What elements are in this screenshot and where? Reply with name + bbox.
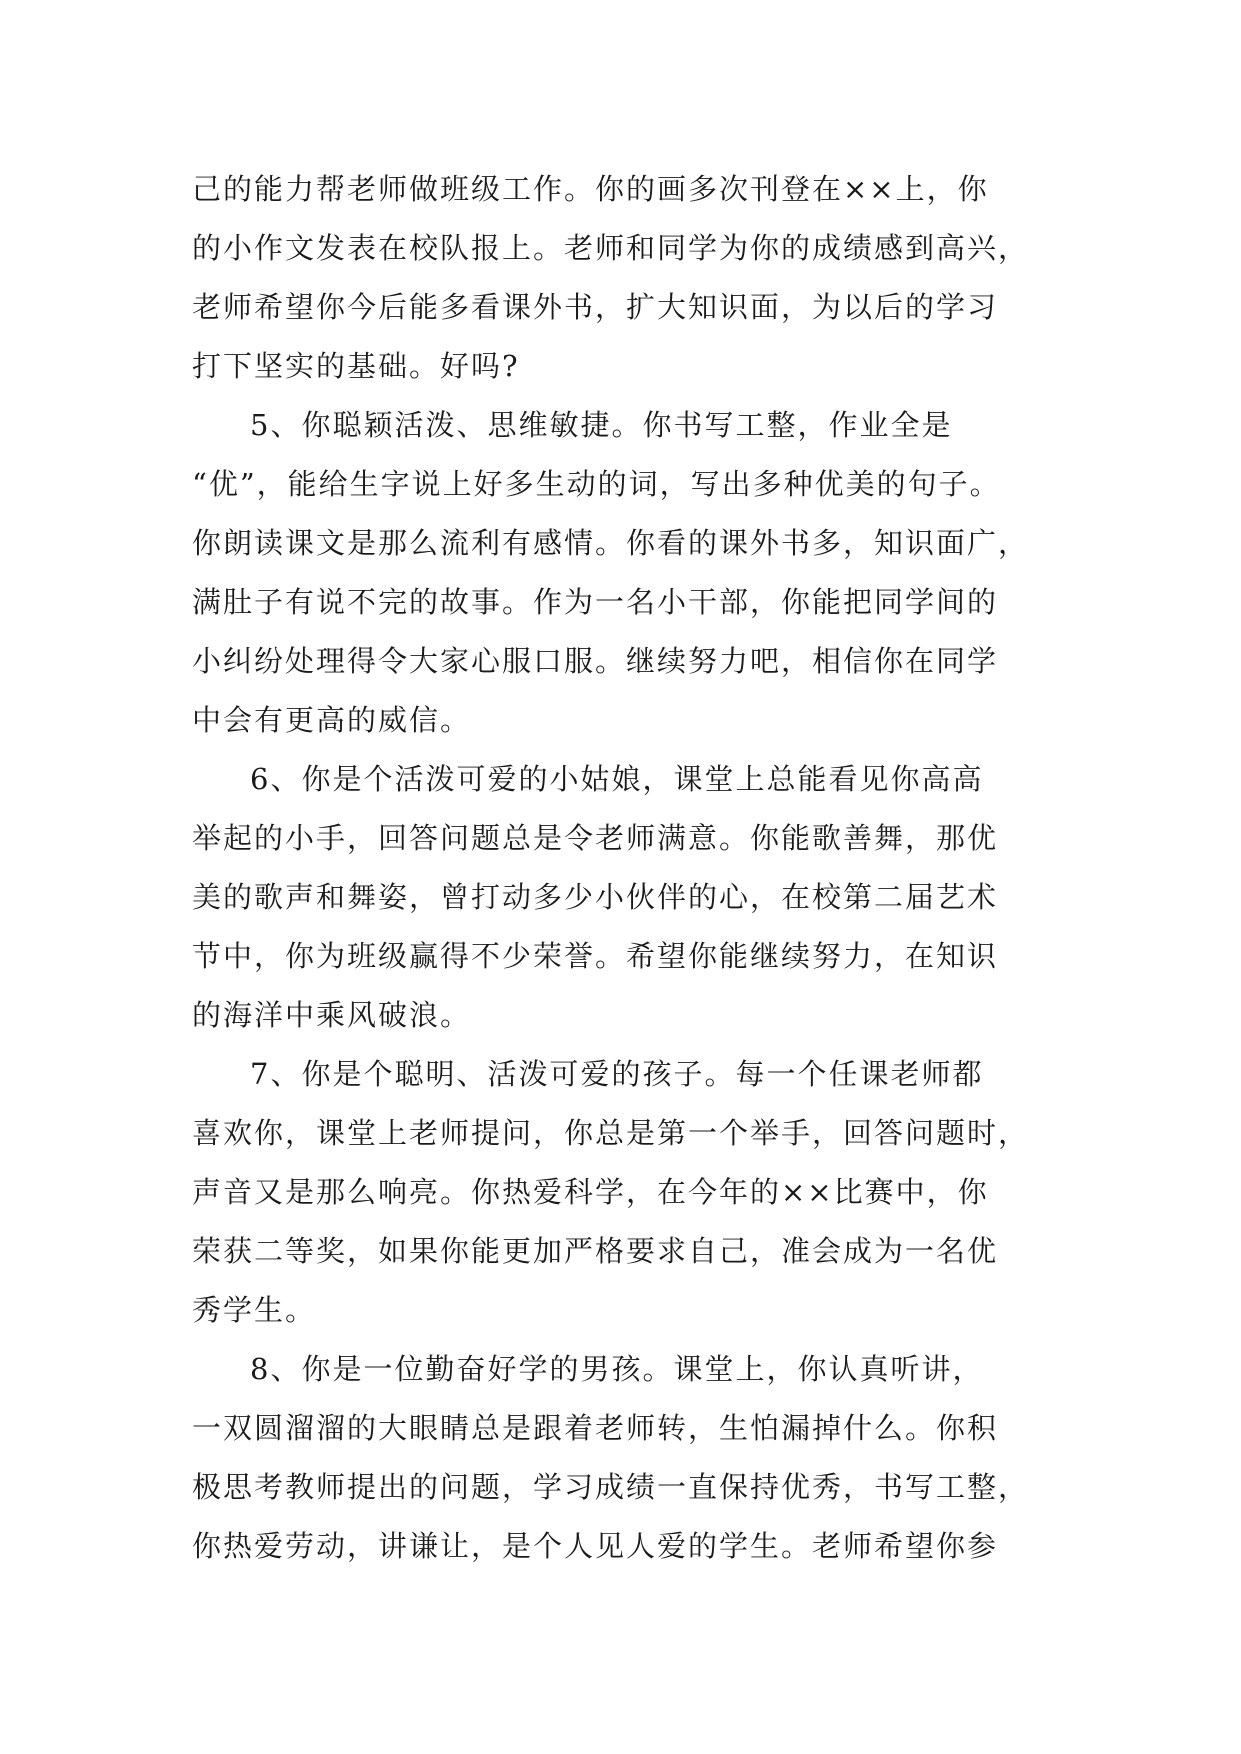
text-line: 7、你是个聪明、活泼可爱的孩子。每一个任课老师都 <box>250 1057 984 1091</box>
text-line: 你朗读课文是那么流利有感情。你看的课外书多，知识面广， <box>192 526 1030 560</box>
text-line: 己的能力帮老师做班级工作。你的画多次刊登在××上，你 <box>192 172 989 206</box>
text-line: 小纠纷处理得令大家心服口服。继续努力吧，相信你在同学 <box>192 644 999 678</box>
text-line: 的小作文发表在校队报上。老师和同学为你的成绩感到高兴， <box>192 231 1030 265</box>
text-line: 满肚子有说不完的故事。作为一名小干部，你能把同学间的 <box>192 585 999 619</box>
text-line: 老师希望你今后能多看课外书，扩大知识面，为以后的学习 <box>192 290 999 324</box>
text-line: 极思考教师提出的问题，学习成绩一直保持优秀，书写工整， <box>192 1470 1030 1504</box>
text-line: 节中，你为班级赢得不少荣誉。希望你能继续努力，在知识 <box>192 939 999 973</box>
text-line: 8、你是一位勤奋好学的男孩。课堂上，你认真听讲， <box>250 1352 984 1386</box>
text-line: 5、你聪颖活泼、思维敏捷。你书写工整，作业全是 <box>250 408 953 442</box>
text-line: 一双圆溜溜的大眼睛总是跟着老师转，生怕漏掉什么。你积 <box>192 1411 999 1445</box>
text-line: 美的歌声和舞姿，曾打动多少小伙伴的心，在校第二届艺术 <box>192 880 999 914</box>
text-line: 你热爱劳动，讲谦让，是个人见人爱的学生。老师希望你参 <box>192 1529 999 1563</box>
text-line: “优”，能给生字说上好多生动的词，写出多种优美的句子。 <box>192 467 1001 501</box>
text-line: 的海洋中乘风破浪。 <box>192 998 472 1032</box>
text-line: 打下坚实的基础。好吗? <box>192 349 520 383</box>
text-line: 中会有更高的威信。 <box>192 703 472 737</box>
text-line: 举起的小手，回答问题总是令老师满意。你能歌善舞，那优 <box>192 821 999 855</box>
text-line: 秀学生。 <box>192 1293 317 1327</box>
text-line: 声音又是那么响亮。你热爱科学，在今年的××比赛中，你 <box>192 1175 989 1209</box>
document-body <box>192 160 1092 1576</box>
text-line: 6、你是个活泼可爱的小姑娘，课堂上总能看见你高高 <box>250 762 984 796</box>
text-line: 荣获二等奖，如果你能更加严格要求自己，准会成为一名优 <box>192 1234 999 1268</box>
text-line: 喜欢你，课堂上老师提问，你总是第一个举手，回答问题时， <box>192 1116 1030 1150</box>
